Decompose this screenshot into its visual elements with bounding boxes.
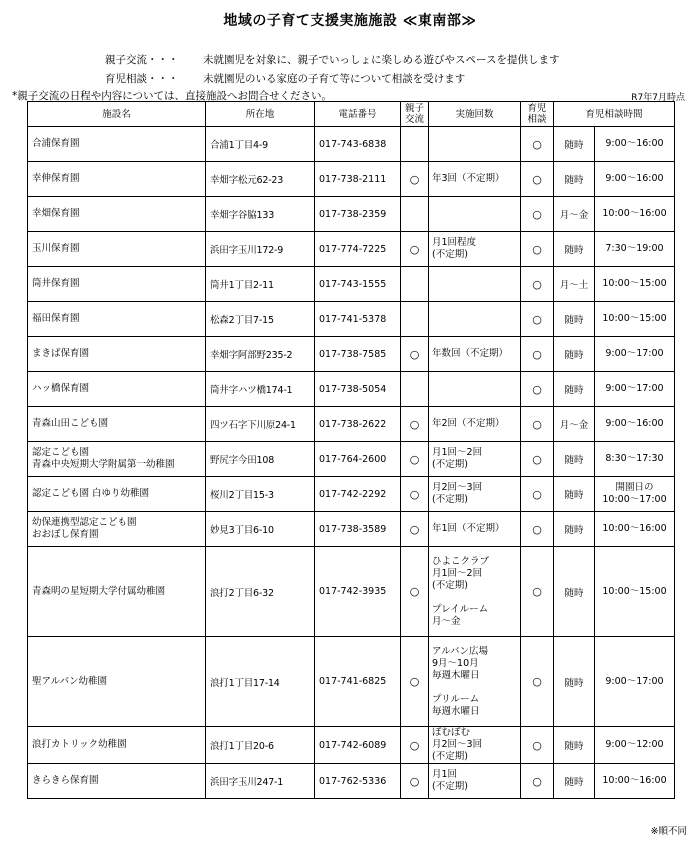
page-title: 地域の子育て支援実施施設 ≪東南部≫ [223, 13, 477, 29]
table-row [28, 162, 675, 197]
table-cell-days: 随時 [554, 302, 595, 337]
definition-desc: 未就園児を対象に、親子でいっしょに楽しめる遊びやスペースを提供します [203, 54, 560, 66]
table-cell-frequency: 年2回（不定期） [429, 407, 521, 442]
table-cell-address: 浪打1丁目20-6 [206, 727, 315, 764]
table-cell-name: 青森山田こども園 [28, 407, 206, 442]
table-cell-name: 合浦保育園 [28, 127, 206, 162]
table-cell-frequency [429, 302, 521, 337]
table-cell-phone: 017-742-6089 [315, 727, 401, 764]
table-row [28, 337, 675, 372]
table-cell-name: 幸伸保育園 [28, 162, 206, 197]
table-cell-days: 随時 [554, 727, 595, 764]
table-cell-days: 随時 [554, 547, 595, 637]
table-cell-name: 認定こども園 青森中央短期大学附属第一幼稚園 [28, 442, 206, 477]
table-row [28, 477, 675, 512]
table-cell-consult: ○ [521, 232, 554, 267]
table-cell-name: 幸畑保育園 [28, 197, 206, 232]
table-row [28, 127, 675, 162]
table-cell-frequency: 月1回 (不定期) [429, 764, 521, 799]
table-cell-hours: 9:00～12:00 [595, 727, 675, 764]
table-cell-phone: 017-738-7585 [315, 337, 401, 372]
table-row [28, 727, 675, 764]
table-cell-hours: 9:00～17:00 [595, 637, 675, 727]
table-cell-consult: ○ [521, 442, 554, 477]
table-cell-frequency: 年1回（不定期） [429, 512, 521, 547]
table-cell-exchange: ○ [401, 477, 429, 512]
table-row [28, 302, 675, 337]
definition-desc: 未就園児のいる家庭の子育て等について相談を受けます [203, 73, 466, 85]
table-row [28, 232, 675, 267]
table-cell-exchange: ○ [401, 764, 429, 799]
table-cell-name: 認定こども園 白ゆり幼稚園 [28, 477, 206, 512]
contact-note: *親子交流の日程や内容については、直接施設へお問合せください。 [12, 90, 333, 102]
table-cell-address: 筒井字ハツ橋174-1 [206, 372, 315, 407]
table-cell-name: ハッ橋保育園 [28, 372, 206, 407]
table-header-row [28, 102, 675, 127]
table-cell-phone: 017-743-1555 [315, 267, 401, 302]
header-consult: 育児 相談 [521, 102, 554, 127]
table-cell-frequency [429, 197, 521, 232]
table-cell-name: 福田保育園 [28, 302, 206, 337]
table-row [28, 512, 675, 547]
table-cell-hours: 9:00～17:00 [595, 372, 675, 407]
table-cell-exchange [401, 267, 429, 302]
table-cell-phone: 017-741-6825 [315, 637, 401, 727]
table-row [28, 407, 675, 442]
table-cell-phone: 017-742-2292 [315, 477, 401, 512]
table-row [28, 637, 675, 727]
table-cell-exchange: ○ [401, 162, 429, 197]
table-cell-hours: 9:00～16:00 [595, 162, 675, 197]
table-cell-hours: 9:00～17:00 [595, 337, 675, 372]
table-cell-days: 月～金 [554, 197, 595, 232]
header-name: 施設名 [28, 102, 206, 127]
table-row [28, 267, 675, 302]
table-cell-hours: 10:00～16:00 [595, 512, 675, 547]
header-exchange: 親子 交流 [401, 102, 429, 127]
header-phone: 電話番号 [315, 102, 401, 127]
table-cell-phone: 017-738-5054 [315, 372, 401, 407]
table-cell-hours: 10:00～16:00 [595, 764, 675, 799]
table-cell-consult: ○ [521, 337, 554, 372]
table-cell-frequency: ぽむぽむ 月2回～3回 (不定期) [429, 727, 521, 764]
table-cell-address: 桜川2丁目15-3 [206, 477, 315, 512]
table-cell-consult: ○ [521, 162, 554, 197]
table-cell-hours: 10:00～16:00 [595, 197, 675, 232]
table-row [28, 764, 675, 799]
table-cell-consult: ○ [521, 197, 554, 232]
table-cell-name: 筒井保育園 [28, 267, 206, 302]
table-cell-hours: 10:00～15:00 [595, 547, 675, 637]
table-cell-days: 随時 [554, 232, 595, 267]
table-cell-days: 随時 [554, 477, 595, 512]
table-cell-phone: 017-774-7225 [315, 232, 401, 267]
table-cell-address: 筒井1丁目2-11 [206, 267, 315, 302]
table-cell-frequency: アルバン広場 9月～10月 毎週木曜日 プリルーム 毎週水曜日 [429, 637, 521, 727]
table-cell-days: 月～土 [554, 267, 595, 302]
table-cell-name: 青森明の星短期大学付属幼稚園 [28, 547, 206, 637]
table-cell-days: 随時 [554, 162, 595, 197]
table-cell-days: 随時 [554, 764, 595, 799]
table-cell-consult: ○ [521, 267, 554, 302]
header-frequency: 実施回数 [429, 102, 521, 127]
as-of-date: R7年7月時点 [631, 93, 685, 103]
table-cell-days: 随時 [554, 127, 595, 162]
table-cell-exchange: ○ [401, 637, 429, 727]
table-cell-phone: 017-738-2359 [315, 197, 401, 232]
table-cell-address: 浪打1丁目17-14 [206, 637, 315, 727]
table-cell-phone: 017-742-3935 [315, 547, 401, 637]
table-cell-exchange [401, 302, 429, 337]
header-address: 所在地 [206, 102, 315, 127]
table-row [28, 547, 675, 637]
table-cell-consult: ○ [521, 637, 554, 727]
facility-table [27, 101, 675, 799]
table-cell-frequency: 年数回（不定期） [429, 337, 521, 372]
table-cell-address: 幸畑字谷脇133 [206, 197, 315, 232]
table-cell-frequency: ひよこクラブ 月1回～2回 (不定期) プレイルーム 月～金 [429, 547, 521, 637]
table-cell-frequency: 月2回～3回 (不定期) [429, 477, 521, 512]
table-cell-address: 妙見3丁目6-10 [206, 512, 315, 547]
table-cell-address: 浜田字玉川247-1 [206, 764, 315, 799]
table-cell-consult: ○ [521, 477, 554, 512]
header-hours: 育児相談時間 [554, 102, 675, 127]
table-cell-consult: ○ [521, 764, 554, 799]
table-cell-phone: 017-743-6838 [315, 127, 401, 162]
table-cell-address: 四ツ石字下川原24-1 [206, 407, 315, 442]
table-cell-days: 随時 [554, 637, 595, 727]
table-cell-consult: ○ [521, 407, 554, 442]
table-cell-phone: 017-738-3589 [315, 512, 401, 547]
table-cell-phone: 017-738-2111 [315, 162, 401, 197]
table-cell-frequency [429, 127, 521, 162]
table-cell-frequency: 月1回～2回 (不定期) [429, 442, 521, 477]
table-cell-hours: 10:00～15:00 [595, 267, 675, 302]
table-cell-address: 野尻字今田108 [206, 442, 315, 477]
definition-term: 親子交流・・・ [105, 54, 179, 66]
definition-term: 育児相談・・・ [105, 73, 179, 85]
table-cell-exchange: ○ [401, 512, 429, 547]
table-cell-frequency [429, 372, 521, 407]
table-cell-hours: 開園日の 10:00～17:00 [595, 477, 675, 512]
table-cell-phone: 017-762-5336 [315, 764, 401, 799]
table-cell-consult: ○ [521, 302, 554, 337]
table-cell-phone: 017-764-2600 [315, 442, 401, 477]
table-cell-consult: ○ [521, 127, 554, 162]
table-cell-phone: 017-741-5378 [315, 302, 401, 337]
table-cell-consult: ○ [521, 512, 554, 547]
table-row [28, 197, 675, 232]
table-cell-hours: 7:30～19:00 [595, 232, 675, 267]
table-cell-exchange: ○ [401, 407, 429, 442]
table-cell-name: 浪打カトリック幼稚園 [28, 727, 206, 764]
table-cell-hours: 9:00～16:00 [595, 127, 675, 162]
table-cell-days: 随時 [554, 442, 595, 477]
table-cell-exchange [401, 197, 429, 232]
table-cell-days: 随時 [554, 512, 595, 547]
table-cell-address: 松森2丁目7-15 [206, 302, 315, 337]
table-cell-address: 浜田字玉川172-9 [206, 232, 315, 267]
table-cell-exchange: ○ [401, 337, 429, 372]
table-cell-consult: ○ [521, 547, 554, 637]
table-cell-address: 幸畑字阿部野235-2 [206, 337, 315, 372]
footer-note: ※順不同 [650, 826, 687, 837]
table-cell-consult: ○ [521, 727, 554, 764]
table-row [28, 372, 675, 407]
table-cell-exchange [401, 372, 429, 407]
table-cell-address: 浪打2丁目6-32 [206, 547, 315, 637]
table-cell-phone: 017-738-2622 [315, 407, 401, 442]
table-cell-exchange [401, 127, 429, 162]
table-cell-exchange: ○ [401, 727, 429, 764]
table-cell-name: 玉川保育園 [28, 232, 206, 267]
table-cell-hours: 8:30～17:30 [595, 442, 675, 477]
table-cell-address: 幸畑字松元62-23 [206, 162, 315, 197]
table-cell-days: 月～金 [554, 407, 595, 442]
table-cell-consult: ○ [521, 372, 554, 407]
table-cell-days: 随時 [554, 337, 595, 372]
table-cell-hours: 9:00～16:00 [595, 407, 675, 442]
table-cell-address: 合浦1丁目4-9 [206, 127, 315, 162]
table-cell-frequency: 月1回程度 (不定期) [429, 232, 521, 267]
table-cell-exchange: ○ [401, 232, 429, 267]
table-cell-name: 聖アルバン幼稚園 [28, 637, 206, 727]
table-cell-frequency [429, 267, 521, 302]
table-cell-frequency: 年3回（不定期） [429, 162, 521, 197]
table-cell-name: 幼保連携型認定こども園 おおぼし保育園 [28, 512, 206, 547]
table-cell-name: まきば保育園 [28, 337, 206, 372]
table-cell-exchange: ○ [401, 547, 429, 637]
table-row [28, 442, 675, 477]
table-cell-hours: 10:00～15:00 [595, 302, 675, 337]
table-cell-days: 随時 [554, 372, 595, 407]
table-cell-exchange: ○ [401, 442, 429, 477]
table-cell-name: きらきら保育園 [28, 764, 206, 799]
